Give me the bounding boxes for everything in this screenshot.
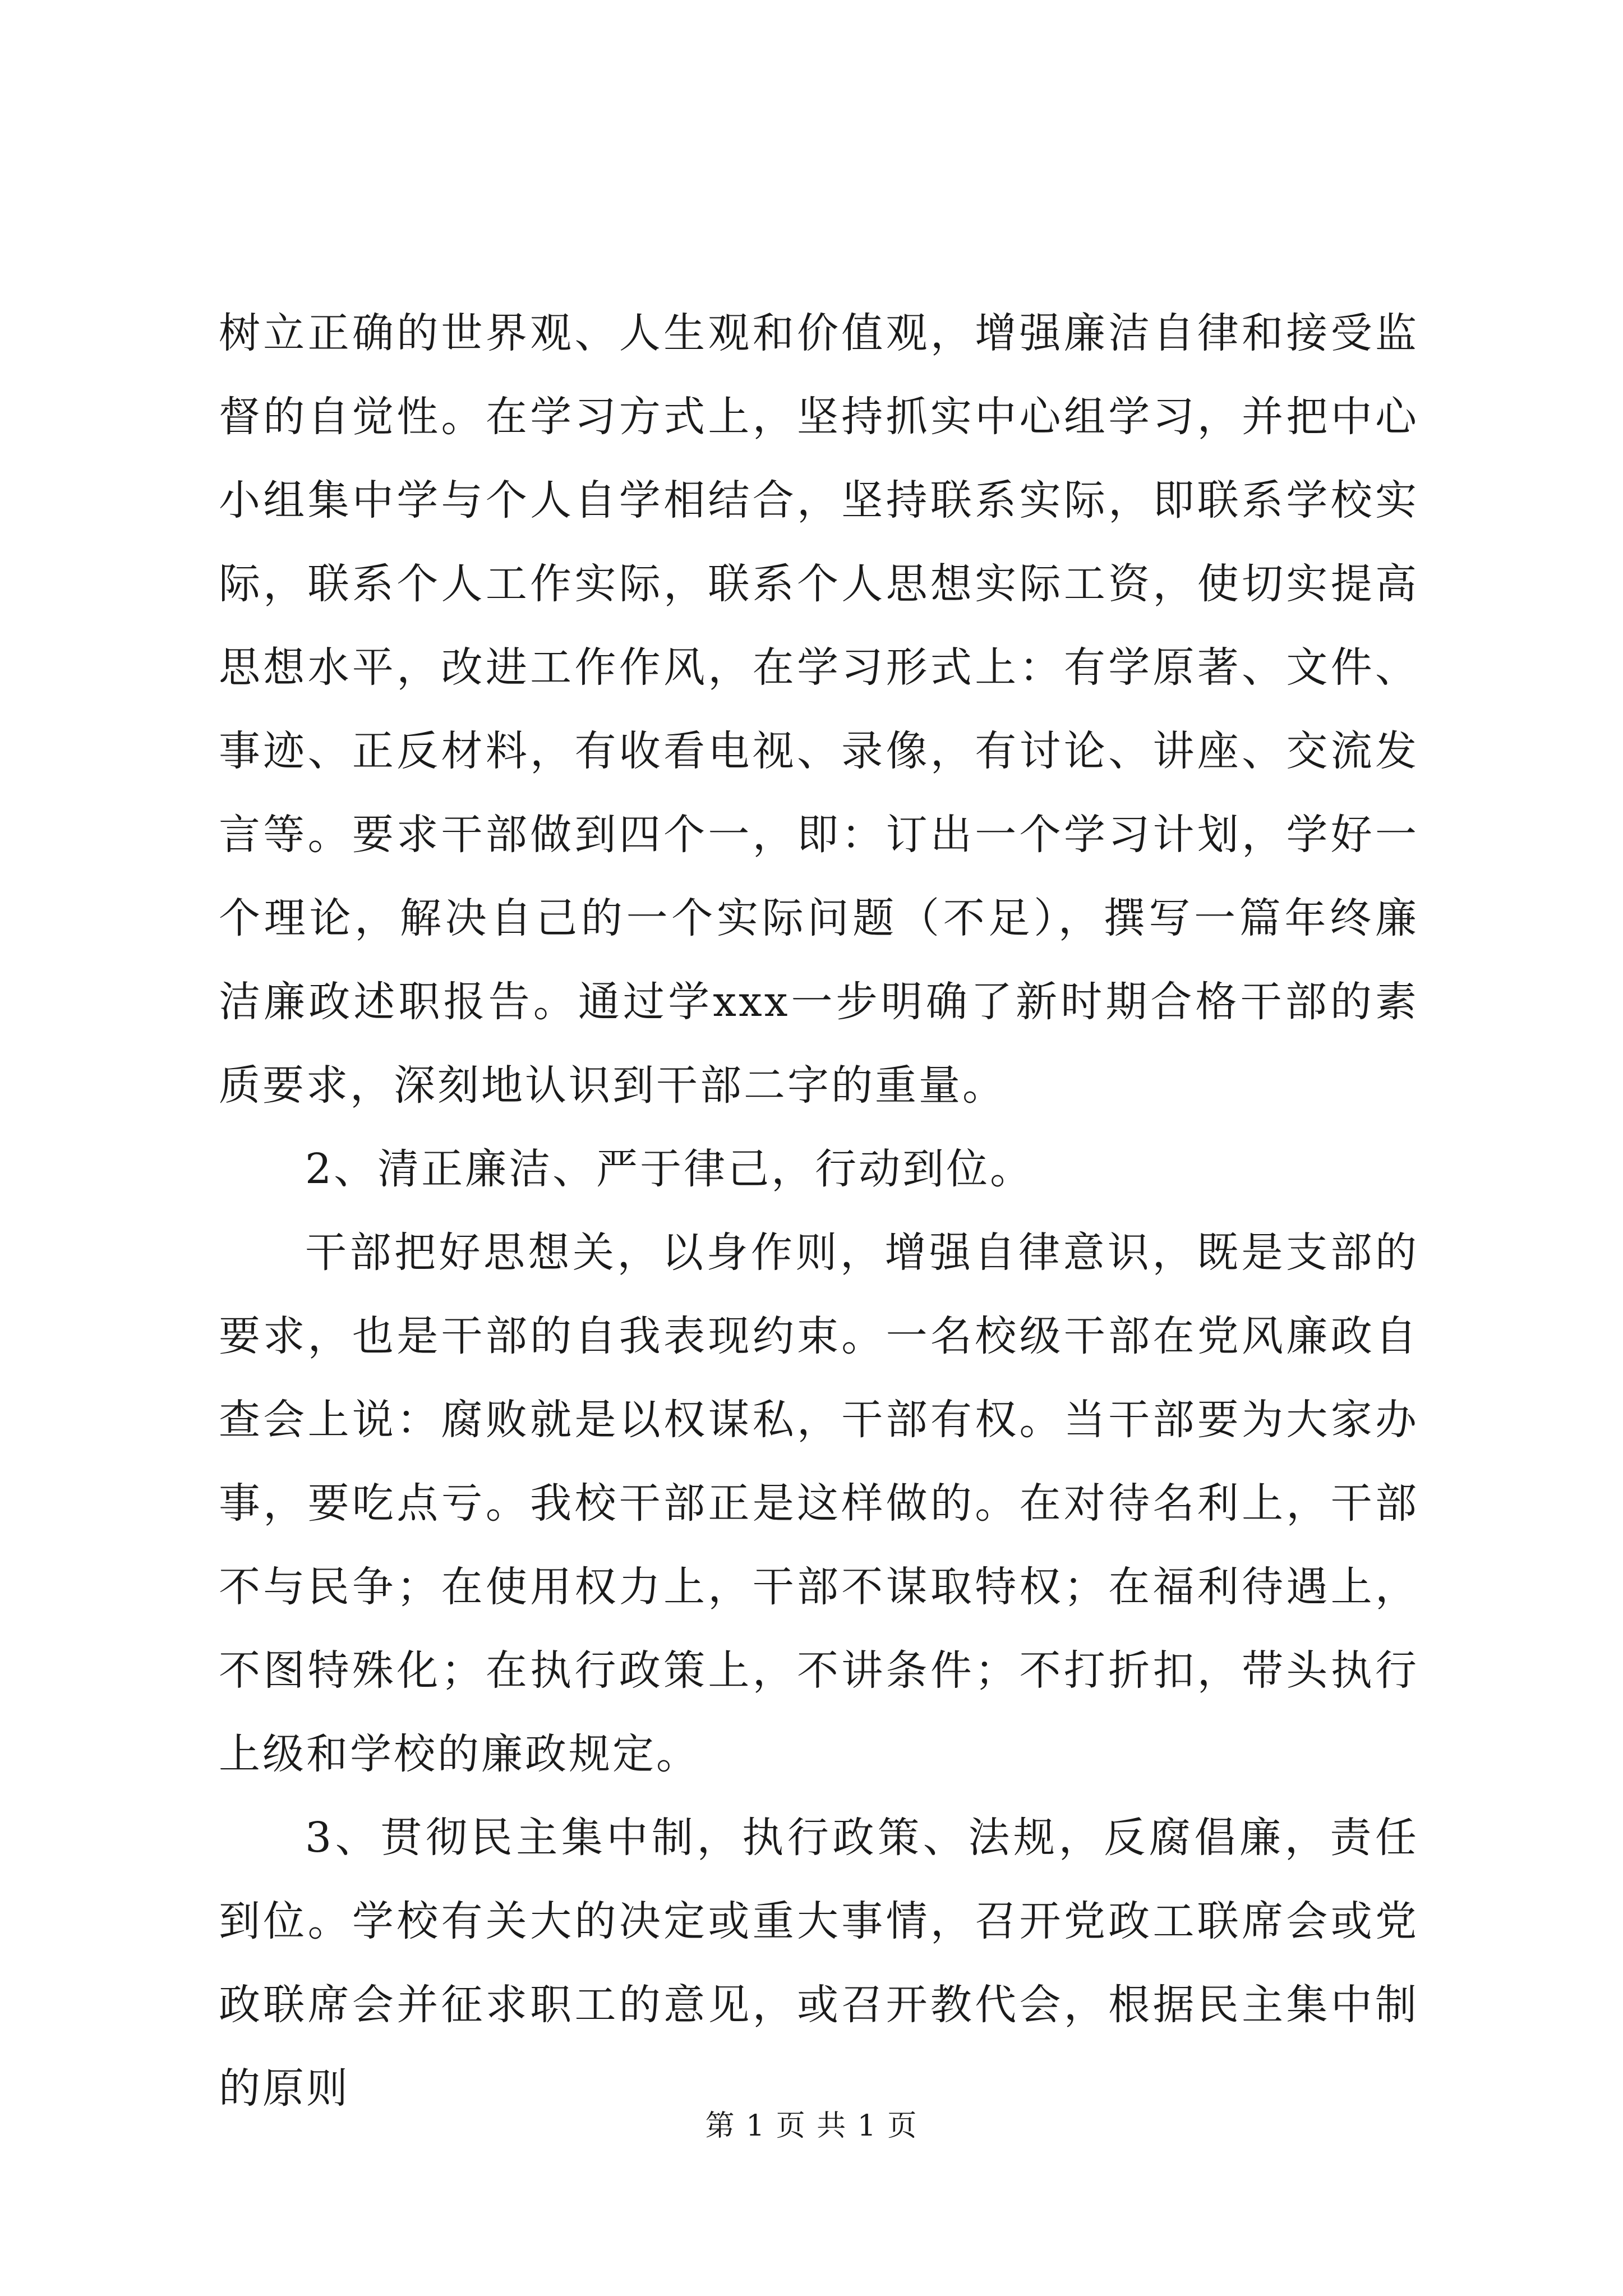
- paragraph-2-heading: 2、清正廉洁、严于律己，行动到位。: [305, 1145, 1034, 1193]
- paragraph-4: 3、贯彻民主集中制，执行政策、法规，反腐倡廉，责任到位。学校有关大的决定或重大事情，召开党政工联席会或党政联席会并征求职工的意见，或召开教代会，根据民主集中制的原则: [219, 1814, 1419, 2113]
- body-text: [219, 292, 1419, 2131]
- paragraph-1: 树立正确的世界观、人生观和价值观，增强廉洁自律和接受监督的自觉性。在学习方式上，坚持抓实中心组学习，并把中心小组集中学与个人自学相结合，坚持联系实际，即联系学校实际，联系个人工作实际，联系个人思想实际工资，使切实提高思想水平，改进工作作风，在学习形式上：有学原著、文件、事迹、正反材料，有收看电视、录像，有讨论、讲座、交流发言等。要求干部做到四个一，即：订出一个学习计划，学好一个理论，解决自己的一个实际问题（不足），撰写一篇年终廉洁廉政述职报告。通过学xxx一步明确了新时期合格干部的素质要求，深刻地认识到干部二字的重量。: [219, 309, 1419, 1110]
- paragraph-3: 干部把好思想关，以身作则，增强自律意识，既是支部的要求，也是干部的自我表现约束。一名校级干部在党风廉政自查会上说：腐败就是以权谋私，干部有权。当干部要为大家办事，要吃点亏。我校干部正是这样做的。在对待名利上，干部不与民争；在使用权力上，干部不谋取特权；在福利待遇上，不图特殊化；在执行政策上，不讲条件；不打折扣，带头执行上级和学校的廉政规定。: [219, 1228, 1419, 1778]
- page-footer: 第 1 页 共 1 页: [705, 2109, 918, 2143]
